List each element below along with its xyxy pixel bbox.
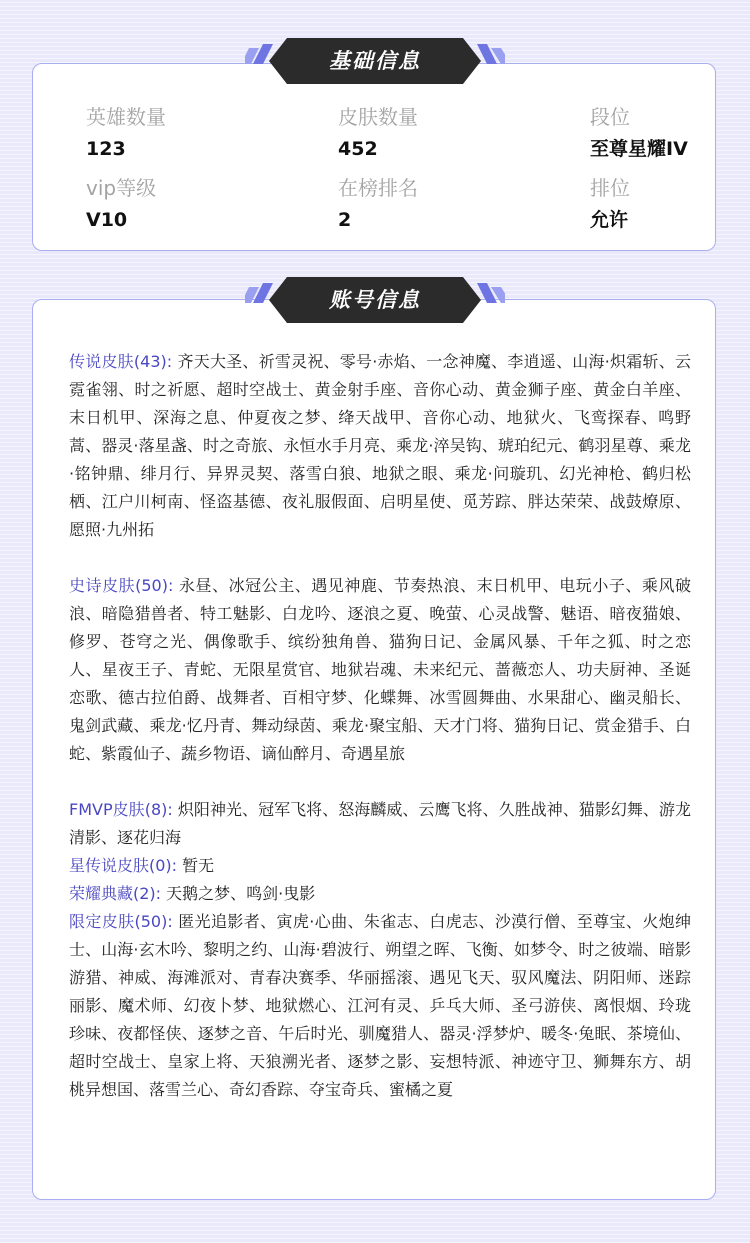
rank-tier-value: 至尊星耀IV (590, 138, 688, 160)
rank-tier-cell (590, 104, 688, 162)
ranked-play-label: 排位 (590, 176, 630, 200)
skin-count-label: 皮肤数量 (338, 105, 418, 129)
star-legend-skins-label: 星传说皮肤(0): (69, 856, 178, 875)
star-legend-skins-paragraph (69, 852, 691, 880)
basic-info-card (32, 63, 716, 251)
vip-level-label: vip等级 (86, 176, 157, 200)
leaderboard-rank-value: 2 (338, 209, 352, 231)
account-info-card (32, 299, 716, 1200)
basic-info-banner (245, 38, 505, 84)
glory-collection-paragraph (69, 880, 691, 908)
legend-skins-list: 齐天大圣、祈雪灵祝、零号·赤焰、一念神魔、李逍遥、山海·炽霜斩、云霓雀翎、时之祈愿、超时空战士、黄金射手座、音你心动、黄金狮子座、黄金白羊座、末日机甲、深海之息、仲夏夜之梦、绛天战甲、音你心动、地狱火、飞鸾探春、鸣野蒿、器灵·落星盏、时之奇旅、永恒水手月亮、乘龙·淬吴钩、琥珀纪元、鹤羽星尊、乘龙·铭钟鼎、绯月行、异界灵契、落雪白狼、地狱之眼、乘龙·问璇玑、幻光神枪、鹤归松栖、江户川柯南、怪盗基德、夜礼服假面、启明星使、觅芳踪、胖达荣荣、战鼓燎原、愿照·九州拓 (69, 352, 691, 539)
hero-count-label: 英雄数量 (86, 105, 166, 129)
hero-count-value: 123 (86, 138, 126, 160)
account-info-body (69, 348, 691, 1104)
legend-skins-paragraph (69, 348, 691, 544)
vip-level-value: V10 (86, 209, 128, 231)
skin-count-cell (338, 104, 418, 162)
limited-skins-paragraph (69, 908, 691, 1104)
account-info-title: 账号信息 (329, 288, 421, 312)
ranked-play-cell (590, 175, 630, 233)
fmvp-skins-label: FMVP皮肤(8): (69, 800, 173, 819)
leaderboard-rank-label: 在榜排名 (338, 176, 418, 200)
account-info-banner (245, 277, 505, 323)
rank-tier-label: 段位 (590, 105, 630, 129)
epic-skins-list: 永昼、冰冠公主、遇见神鹿、节奏热浪、末日机甲、电玩小子、乘风破浪、暗隐猎兽者、特工魅影、白龙吟、逐浪之夏、晚萤、心灵战警、魅语、暗夜猫娘、修罗、苍穹之光、偶像歌手、缤纷独角兽、猫狗日记、金属风暴、千年之狐、时之恋人、星夜王子、青蛇、无限星赏官、地狱岩魂、未来纪元、蔷薇恋人、功夫厨神、圣诞恋歌、德古拉伯爵、战舞者、百相守梦、化蝶舞、冰雪圆舞曲、水果甜心、幽灵船长、鬼剑武藏、乘龙·忆丹青、舞动绿茵、乘龙·聚宝船、天才门将、猫狗日记、赏金猎手、白蛇、紫霞仙子、蔬乡物语、谪仙醉月、奇遇星旅 (69, 576, 691, 763)
fmvp-skins-paragraph (69, 796, 691, 852)
hero-count-cell (86, 104, 166, 162)
skin-count-value: 452 (338, 138, 378, 160)
star-legend-skins-list: 暂无 (182, 856, 215, 875)
vip-level-cell (86, 175, 156, 233)
ranked-play-value: 允许 (590, 209, 629, 231)
epic-skins-label: 史诗皮肤(50): (69, 576, 174, 595)
basic-info-title: 基础信息 (329, 49, 421, 73)
glory-collection-list: 天鹅之梦、鸣剑·曳影 (166, 884, 316, 903)
leaderboard-rank-cell (338, 175, 418, 233)
glory-collection-label: 荣耀典藏(2): (69, 884, 162, 903)
limited-skins-list: 匿光追影者、寅虎·心曲、朱雀志、白虎志、沙漠行僧、至尊宝、火炮绅士、山海·玄木吟、黎明之约、山海·碧波行、朔望之晖、飞衡、如梦令、时之彼端、暗影游猎、神威、海滩派对、青春决赛季、华丽摇滚、遇见飞天、驭风魔法、阴阳师、迷踪丽影、魔术师、幻夜卜梦、地狱燃心、江河有灵、乒乓大师、圣弓游侠、离恨烟、玲珑珍味、夜都怪侠、逐梦之音、午后时光、驯魔猎人、器灵·浮梦炉、暖冬·兔眠、茶境仙、超时空战士、皇家上将、天狼溯光者、逐梦之影、妄想特派、神迹守卫、狮舞东方、胡桃异想国、落雪兰心、奇幻香踪、夺宝奇兵、蜜橘之夏 (69, 912, 691, 1099)
epic-skins-paragraph (69, 572, 691, 768)
limited-skins-label: 限定皮肤(50): (69, 912, 173, 931)
legend-skins-label: 传说皮肤(43): (69, 352, 173, 371)
fmvp-skins-list: 炽阳神光、冠军飞将、怒海麟威、云鹰飞将、久胜战神、猫影幻舞、游龙清影、逐花归海 (69, 800, 691, 847)
